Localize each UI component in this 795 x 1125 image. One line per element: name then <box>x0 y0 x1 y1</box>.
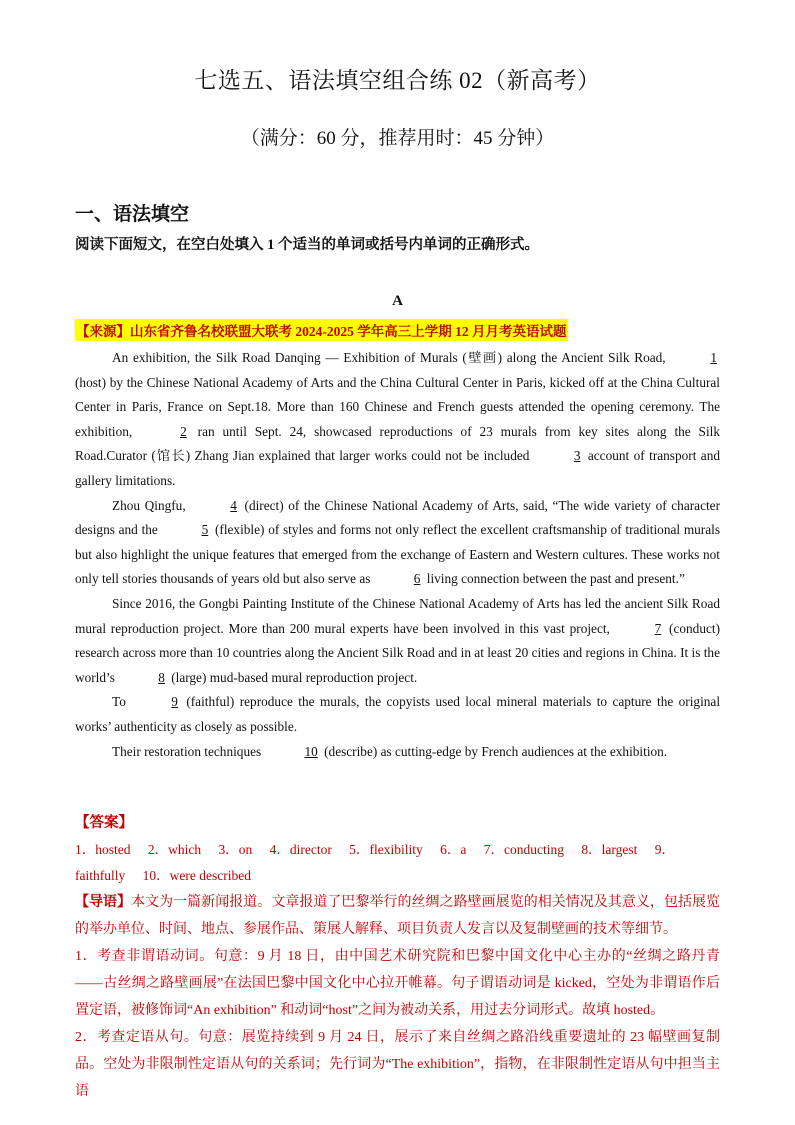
passage-paragraph <box>75 690 720 739</box>
blank-6: 6 <box>413 571 421 587</box>
answer-item: 5．flexibility <box>349 842 423 857</box>
answer-list <box>75 837 720 889</box>
passage-text: (describe) as cutting-edge by French audiences at the exhibition. <box>320 743 668 759</box>
explanation-item-2: 2．考查定语从句。句意：展览持续到 9 月 24 日，展示了来自丝绸之路沿线重要遗址的 23 幅壁画复制品。空处为非限制性定语从句的关系词；先行词为“The exhibition”，指物，在非限制性定语从句中担当主语 <box>75 1030 720 1099</box>
blank-10: 10 <box>304 743 318 759</box>
answer-area <box>75 811 720 1105</box>
answer-item: 6．a <box>440 842 467 857</box>
guide-tag: 【导语】 <box>75 895 132 910</box>
passage-text: (host) by the Chinese National Academy of Arts and the China Cultural Center in Paris, kicked off at the China Cultural Center in Paris, France on Sept.18. More than 160 Chinese and French guests attended the opening ceremony. The exhibition, <box>75 374 720 439</box>
answer-item: 3．on <box>218 842 253 857</box>
passage-paragraph <box>75 494 720 592</box>
passage-text: (direct) of the Chinese National Academy of Arts, said, “The wide variety of character designs and the <box>75 497 720 538</box>
source-line: 【来源】山东省齐鲁名校联盟大联考 2024-2025 学年高三上学期 12 月月考英语试题 <box>75 319 568 341</box>
passage-text: account of transport and gallery limitations. <box>75 448 721 488</box>
guide-text: 本文为一篇新闻报道。文章报道了巴黎举行的丝绸之路壁画展览的相关情况及其意义，包括展览的举办单位、时间、地点、参展作品、策展人解释、项目负责人发言以及复制壁画的技术等细节。 <box>75 895 721 937</box>
passage-body <box>75 346 720 764</box>
section-instruction: 阅读下面短文，在空白处填入 1 个适当的单词或括号内单词的正确形式。 <box>75 237 539 253</box>
passage-text: ran until Sept. 24, showcased reproductions of 23 murals from key sites along the Silk Road.Curator (馆长) Zhang Jian explained that larger works could not be included <box>75 423 720 464</box>
answer-item: 4．director <box>269 842 332 857</box>
explanation-item-1: 1．考查非谓语动词。句意：9 月 18 日，由中国艺术研究院和巴黎中国文化中心主办的“丝绸之路丹青——古丝绸之路壁画展”在法国巴黎中国文化中心拉开帷幕。句子谓语动词是 kicked，空处为非谓语作后置定语，被修饰词“An exhibition” 和动词“host”之间为被动关系，用过去分词形式。故填 hosted。 <box>75 949 720 1018</box>
passage-text: Since 2016, the Gongbi Painting Institute of the Chinese National Academy of Arts has led the ancient Silk Road mural reproduction project. More than 200 mural experts have been involved in this vast project, <box>75 595 720 636</box>
passage-text: To <box>112 694 132 710</box>
passage-text: (conduct) research across more than 10 countries along the Ancient Silk Road and in at least 20 cities and regions in China. It is the world’s <box>75 620 720 685</box>
passage-paragraph <box>75 740 720 765</box>
page-title: 七选五、语法填空组合练 02（新高考） <box>194 68 601 93</box>
passage-text: (large) mud-based mural reproduction project. <box>167 669 418 685</box>
guide-paragraph <box>75 889 720 943</box>
passage-paragraph <box>75 592 720 690</box>
blank-3: 3 <box>573 448 581 464</box>
blank-5: 5 <box>201 522 209 538</box>
passage-label: A <box>392 293 403 309</box>
answer-tag: 【答案】 <box>75 815 133 831</box>
blank-9: 9 <box>171 694 178 710</box>
blank-7: 7 <box>654 620 662 636</box>
passage-text: (faithful) reproduce the murals, the copyists used local mineral materials to capture the original works’ authenticity as closely as possible. <box>75 694 721 734</box>
blank-1: 1 <box>710 350 717 365</box>
answer-item: 2．which <box>147 842 202 857</box>
answer-item: 9．faithfully <box>75 842 675 883</box>
answer-item: 8．largest <box>581 842 638 857</box>
passage-text: An exhibition, the Silk Road Danqing — Exhibition of Murals (壁画) along the Ancient Silk Road, <box>112 350 671 365</box>
answer-item: 7．conducting <box>483 842 564 857</box>
page-subtitle: （满分：60 分，推荐用时：45 分钟） <box>240 128 555 149</box>
passage-text: (flexible) of styles and forms not only reflect the excellent craftsmanship of traditional murals but also highlight the unique features that emerged from the exchange of Eastern and Western cultures. These works not only tell stories thousands of years old but also serve as <box>75 522 721 587</box>
passage-text: Their restoration techniques <box>112 743 265 759</box>
answer-item: 10．were described <box>142 868 251 883</box>
blank-8: 8 <box>158 669 165 685</box>
passage-text: living connection between the past and present.” <box>423 571 685 587</box>
section-heading: 一、语法填空 <box>75 204 190 225</box>
explanation-block <box>75 889 720 1105</box>
passage-text: Zhou Qingfu, <box>112 497 191 513</box>
blank-4: 4 <box>230 497 237 513</box>
passage-paragraph <box>75 346 720 494</box>
answer-item: 1．hosted <box>75 842 131 857</box>
blank-2: 2 <box>180 423 187 439</box>
